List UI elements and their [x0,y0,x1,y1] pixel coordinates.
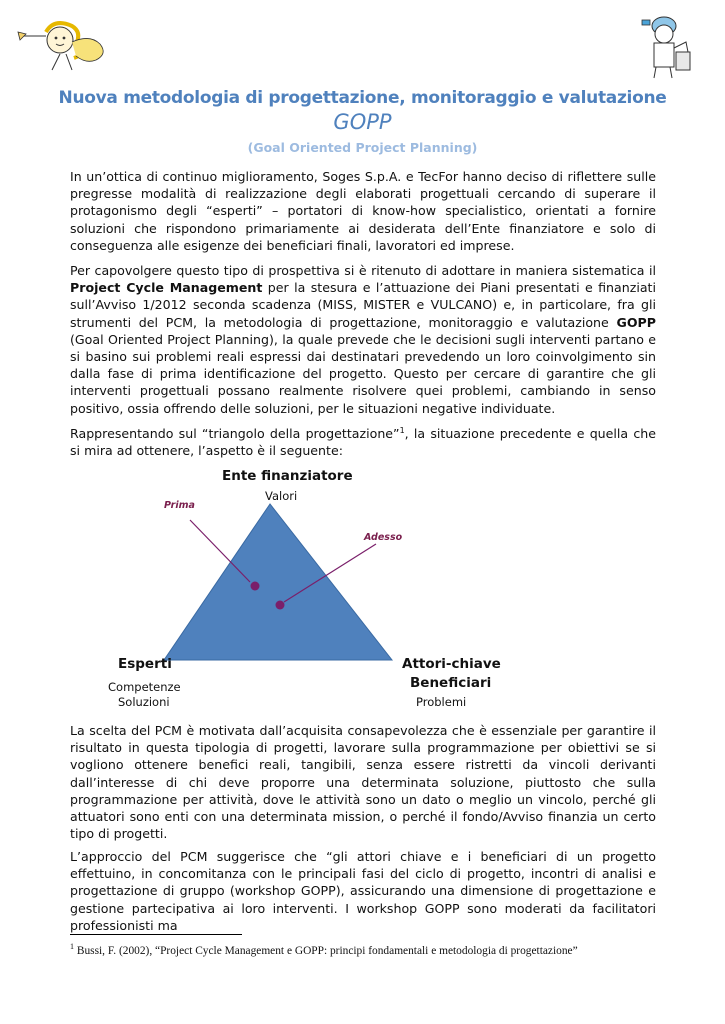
text-span: , la situazione precedente e quella che si mira ad ottenere, l’aspetto è il seguente: [70,426,657,459]
project-triangle [164,504,392,660]
dot-adesso [276,601,285,610]
label-competenze: Competenze [108,680,181,694]
footnote-number: 1 [70,942,74,951]
dot-prima [251,582,260,591]
paragraph-pcm [70,262,656,417]
label-beneficiari: Beneficiari [410,675,492,691]
page-title-acronym: GOPP [333,110,392,134]
page-title: Nuova metodologia di progettazione, monitoraggio e valutazione [58,88,667,108]
footnote-separator [70,934,242,935]
footnote [70,942,670,957]
paragraph-triangle-intro [70,422,656,460]
label-adesso: Adesso [364,532,403,543]
label-attori-chiave: Attori-chiave [402,656,501,672]
text-span: (Goal Oriented Project Planning), la quale prevede che le decisioni sugli interventi partano e si basino sui problemi reali espressi dai destinatari prevedendo un loro coinvolgimento sin dalla fase di prima identificazione del progetto. Questo per cercare di garantire che gli interventi progettuali possano realmente risolvere quei problemi, cambiando in senso positivo, ossia offrendo delle soluzioni, per le situazioni negative individuate. [70,331,656,416]
bold-gopp: GOPP [616,314,656,330]
label-prima: Prima [164,500,195,511]
label-esperti: Esperti [118,656,172,672]
fairy-logo [16,14,114,74]
label-soluzioni: Soluzioni [118,695,170,709]
footnote-ref[interactable]: 1 [399,426,405,435]
worker-logo [636,12,700,80]
label-valori: Valori [265,489,298,503]
text-span: Rappresentando sul “triangolo della progettazione” [70,426,400,442]
page-subtitle: (Goal Oriented Project Planning) [247,140,478,155]
paragraph-pcm-approach: L’approccio del PCM suggerisce che “gli attori chiave e i beneficiari di un progetto effettuino, in concomitanza con le principali fasi del ciclo di progetto, incontri di analisi e progettazione di gruppo (workshop GOPP), assicurando una dimensione di progettazione e gestione partecipativa ai loro interventi. I workshop GOPP sono moderati da facilitatori professionisti ma [70,849,656,933]
text-span: per la stesura e l’attuazione dei Piani presentati e finanziati sull’Avviso 1/2012 seconda scadenza (MISS, MISTER e VULCANO) e, in particolare, fra gli strumenti del PCM, la metodologia di progettazione, monitoraggio e valutazione [70,280,656,330]
footnote-text: Bussi, F. (2002), “Project Cycle Management e GOPP: principi fondamentali e metodologia di progettazione” [74,944,578,957]
paragraph-pcm-choice: La scelta del PCM è motivata dall’acquisita consapevolezza che è essenziale per garantire il risultato in questa tipologia di progetti, lavorare sulla programmazione per obiettivi se si vogliono ottenere benefici reali, tangibili, senza essere ristretti da vincoli derivanti dall’interesse di chi deve proporre una determinata soluzione, piuttosto che sulla programmazione per attività, dove le attività sono un dato o meglio un vincolo, perché gli attuatori sono enti con una determinata mission, o perché il fondo/Avviso finanzia un certo tipo di progetti. [70,723,656,842]
paragraph-intro: In un’ottica di continuo miglioramento, Soges S.p.A. e TecFor hanno deciso di riflettere sulle pregresse modalità di realizzazione degli elaborati progettuali cercando di superare il protagonismo degli “esperti” – portatori di know-how specialistico, orientati a fornire soluzioni che rispondono primariamente ai desiderata dell’Ente finanziatore e solo di conseguenza alle esigenze dei beneficiari finali, lavoratori ed imprese. [70,169,656,253]
bold-pcm: Project Cycle Management [70,280,263,296]
label-ente-finanziatore: Ente finanziatore [222,468,353,484]
label-problemi: Problemi [416,695,467,709]
text-span: Per capovolgere questo tipo di prospettiva si è ritenuto di adottare in maniera sistematica il [70,263,656,278]
project-triangle-diagram [100,462,520,712]
